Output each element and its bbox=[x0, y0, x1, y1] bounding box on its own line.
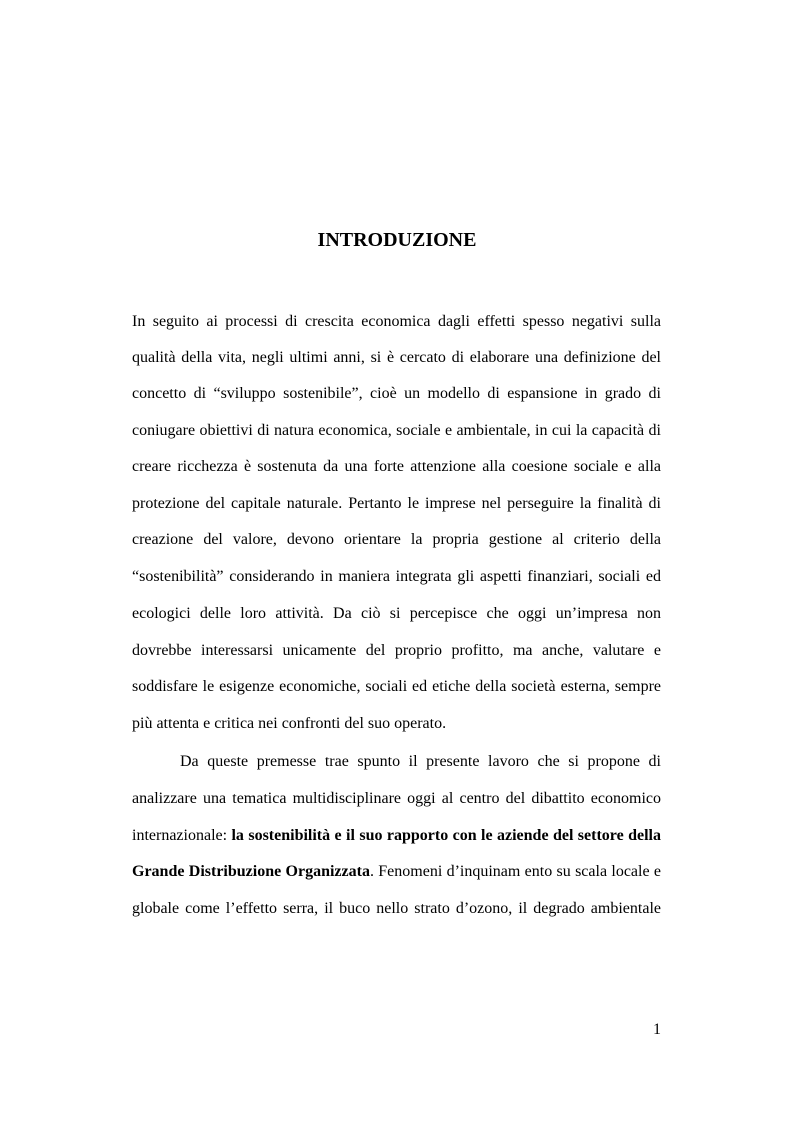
text-line: creazione del valore, devono orientare la propria gestione al criterio della bbox=[132, 531, 661, 548]
text-line: dovrebbe interessarsi unicamente del proprio profitto, ma anche, valutare e bbox=[132, 642, 661, 659]
text-line bbox=[132, 861, 661, 883]
text-line: ecologici delle loro attività. Da ciò si percepisce che oggi un’impresa non bbox=[132, 605, 661, 622]
page-title: INTRODUZIONE bbox=[317, 229, 477, 251]
bold-text-run: la sostenibilità e il suo rapporto con le aziende del settore della bbox=[231, 827, 662, 844]
text-run: . Fenomeni d’inquinam ento su scala locale e bbox=[369, 863, 661, 880]
bold-text-run: Grande Distribuzione Organizzata bbox=[132, 863, 370, 880]
text-line: più attenta e critica nei confronti del suo operato. bbox=[132, 715, 447, 732]
text-line: In seguito ai processi di crescita economica dagli effetti spesso negativi sulla bbox=[132, 313, 661, 330]
text-line: coniugare obiettivi di natura economica, sociale e ambientale, in cui la capacità di bbox=[132, 422, 661, 439]
text-run: internazionale: bbox=[132, 827, 232, 844]
text-line: creare ricchezza è sostenuta da una forte attenzione alla coesione sociale e alla bbox=[132, 458, 661, 475]
text-line: Da queste premesse trae spunto il presente lavoro che si propone di bbox=[180, 753, 661, 770]
text-line: qualità della vita, negli ultimi anni, si è cercato di elaborare una definizione del bbox=[132, 349, 661, 366]
text-line: concetto di “sviluppo sostenibile”, cioè un modello di espansione in grado di bbox=[132, 385, 661, 402]
page-number: 1 bbox=[653, 1021, 661, 1038]
text-line: soddisfare le esigenze economiche, sociali ed etiche della società esterna, sempre bbox=[132, 678, 661, 695]
text-line: analizzare una tematica multidisciplinare oggi al centro del dibattito economico bbox=[132, 790, 661, 807]
text-line: globale come l’effetto serra, il buco nello strato d’ozono, il degrado ambientale bbox=[132, 900, 661, 917]
text-line bbox=[132, 825, 661, 847]
text-line: “sostenibilità” considerando in maniera integrata gli aspetti finanziari, sociali ed bbox=[132, 568, 661, 585]
text-line: protezione del capitale naturale. Pertanto le imprese nel perseguire la finalità di bbox=[132, 495, 661, 512]
